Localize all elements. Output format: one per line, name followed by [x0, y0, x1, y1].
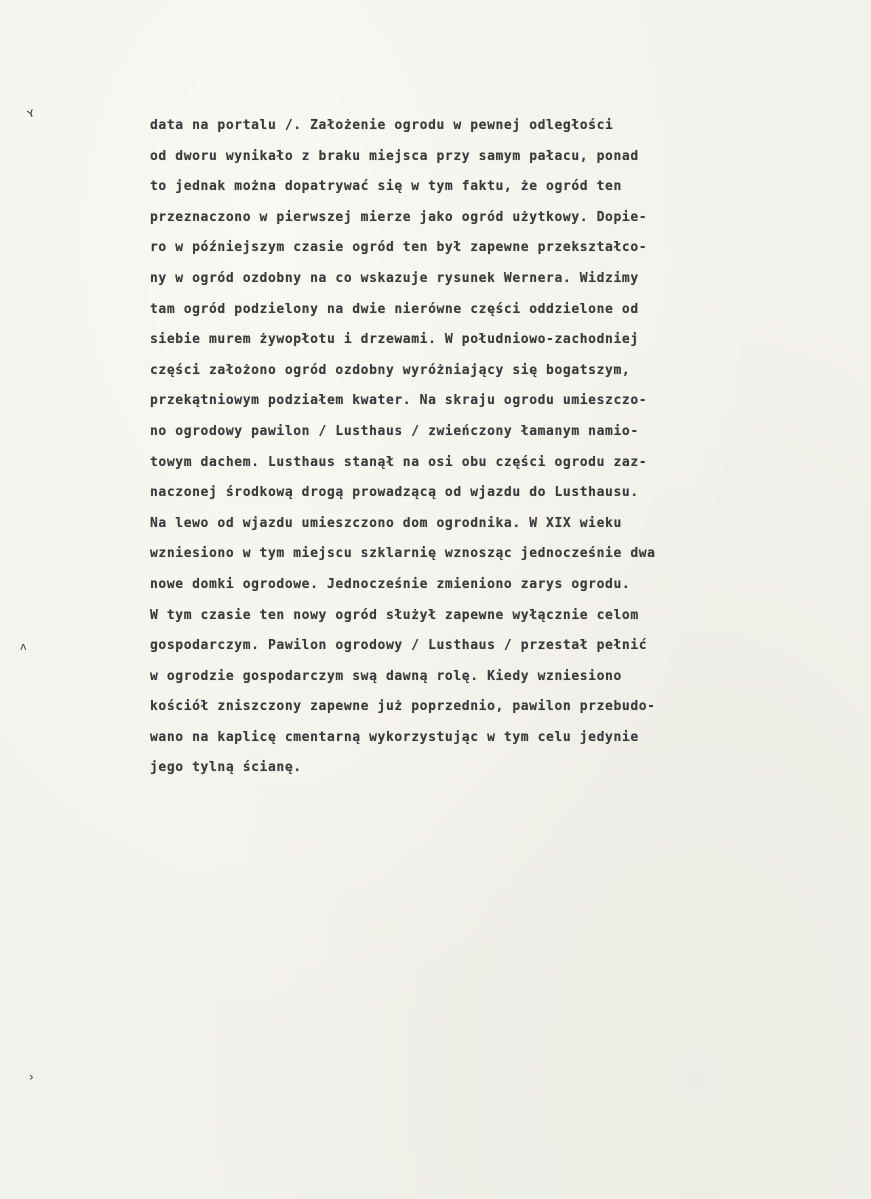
text-line: nowe domki ogrodowe. Jednocześnie zmieniono zarys ogrodu.: [150, 576, 631, 592]
text-line: siebie murem żywopłotu i drzewami. W południowo-zachodniej: [150, 332, 639, 348]
text-line: ro w późniejszym czasie ogród ten był zapewne przekształco-: [150, 240, 648, 256]
margin-mark-top: ʏ: [24, 105, 38, 122]
text-line: towym dachem. Lusthaus stanął na osi obu części ogrodu zaz-: [150, 454, 648, 470]
text-line: W tym czasie ten nowy ogród służył zapewne wyłącznie celom: [150, 607, 639, 623]
text-line: to jednak można dopatrywać się w tym faktu, że ogród ten: [150, 179, 622, 195]
text-line: gospodarczym. Pawilon ogrodowy / Lusthaus / przestał pełnić: [150, 638, 648, 654]
text-line: jego tylną ścianę.: [150, 760, 302, 776]
text-line: data na portalu /. Założenie ogrodu w pewnej odległości: [150, 118, 614, 133]
margin-mark-bottom: ›: [29, 1070, 34, 1084]
text-line: wzniesiono w tym miejscu szklarnię wznosząc jednocześnie dwa: [150, 546, 656, 562]
text-line: wano na kaplicę cmentarną wykorzystując w tym celu jedynie: [150, 729, 639, 745]
text-line: części założono ogród ozdobny wyróżniający się bogatszym,: [150, 362, 631, 378]
margin-mark-middle: ʌ: [20, 640, 27, 653]
text-line: przekątniowym podziałem kwater. Na skraju ogrodu umieszczo-: [150, 393, 648, 409]
text-line: w ogrodzie gospodarczym swą dawną rolę. Kiedy wzniesiono: [150, 668, 622, 684]
typewritten-text: [150, 111, 810, 784]
text-line: kościół zniszczony zapewne już poprzednio, pawilon przebudo-: [150, 699, 656, 715]
text-line: tam ogród podzielony na dwie nierówne części oddzielone od: [150, 301, 639, 317]
text-line: od dworu wynikało z braku miejsca przy samym pałacu, ponad: [150, 148, 639, 164]
text-line: ny w ogród ozdobny na co wskazuje rysunek Wernera. Widzimy: [150, 270, 639, 286]
text-line: przeznaczono w pierwszej mierze jako ogród użytkowy. Dopie-: [150, 209, 648, 225]
text-line: naczonej środkową drogą prowadzącą od wjazdu do Lusthausu.: [150, 485, 639, 501]
text-line: no ogrodowy pawilon / Lusthaus / zwieńczony łamanym namio-: [150, 423, 639, 439]
text-line: Na lewo od wjazdu umieszczono dom ogrodnika. W XIX wieku: [150, 515, 622, 531]
